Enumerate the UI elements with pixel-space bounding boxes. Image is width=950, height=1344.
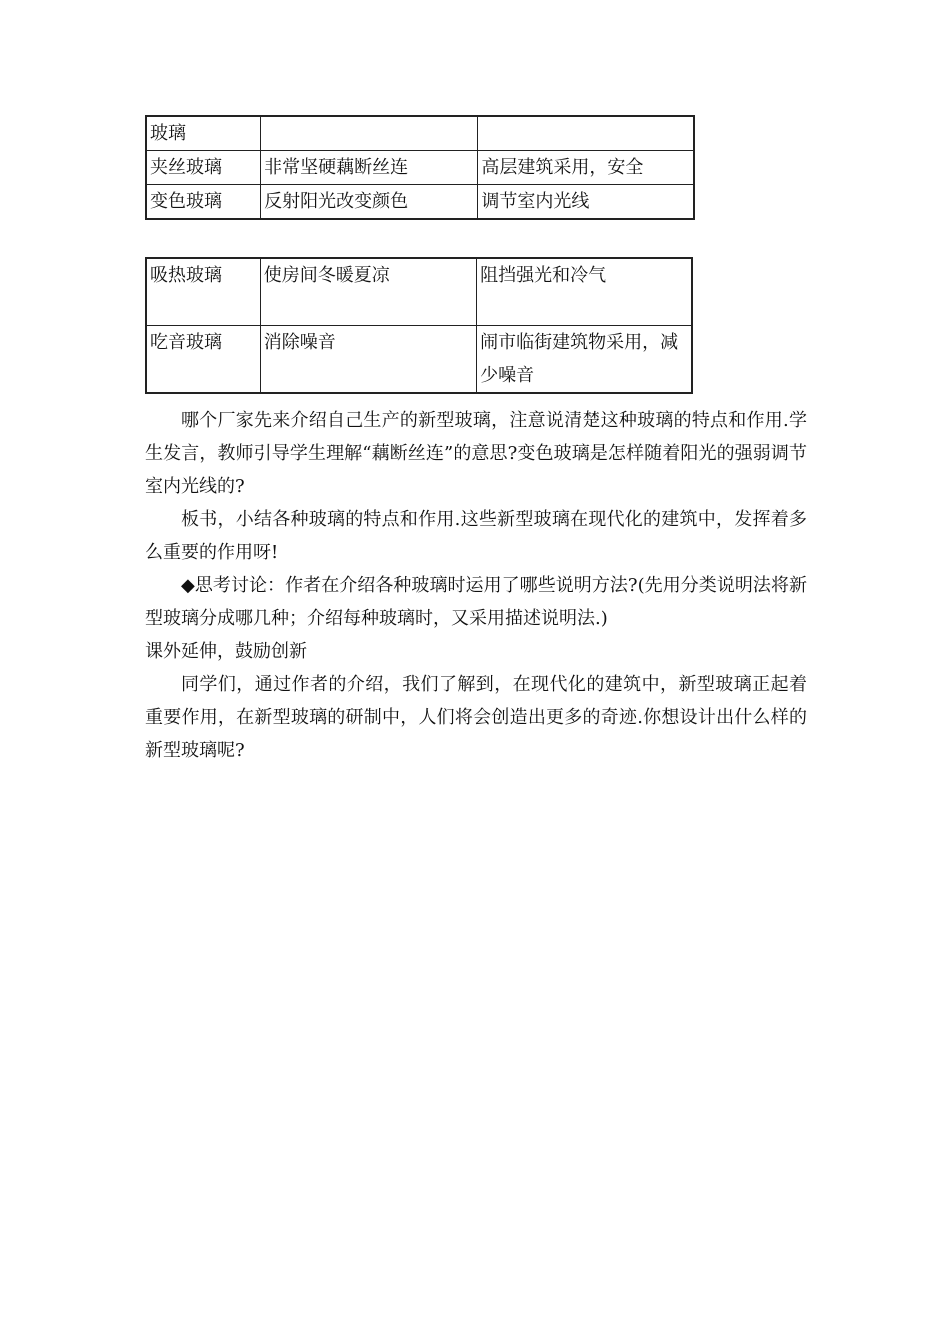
table-cell: 非常坚硬藕断丝连 [261, 151, 478, 185]
paragraph: 同学们，通过作者的介绍，我们了解到，在现代化的建筑中，新型玻璃正起着重要作用，在新型玻璃的研制中，人们将会创造出更多的奇迹.你想设计出什么样的新型玻璃呢? [145, 674, 807, 761]
table-row [146, 151, 694, 185]
glass-table-top [145, 115, 695, 220]
table-cell: 高层建筑采用，安全 [478, 151, 694, 185]
table-cell: 夹丝玻璃 [146, 151, 261, 185]
section-heading: 课外延伸，鼓励创新 [145, 641, 307, 662]
table-cell: 阻挡强光和冷气 [477, 258, 692, 326]
table-cell: 吃音玻璃 [146, 326, 260, 394]
table-cell: 吸热玻璃 [146, 258, 260, 326]
table-row [146, 326, 692, 394]
table-cell: 闹市临街建筑物采用，减少噪音 [477, 326, 692, 394]
table-cell: 玻璃 [146, 116, 261, 151]
table-cell [261, 116, 478, 151]
glass-table-bottom [145, 257, 693, 394]
table-row [146, 116, 694, 151]
paragraph: 哪个厂家先来介绍自己生产的新型玻璃，注意说清楚这种玻璃的特点和作用.学生发言，教师引导学生理解“藕断丝连”的意思?变色玻璃是怎样随着阳光的强弱调节室内光线的? [145, 410, 807, 497]
table-cell [478, 116, 694, 151]
table-cell: 变色玻璃 [146, 185, 261, 220]
table-cell: 使房间冬暖夏凉 [260, 258, 476, 326]
table-cell: 调节室内光线 [478, 185, 694, 220]
paragraph: 板书，小结各种玻璃的特点和作用.这些新型玻璃在现代化的建筑中，发挥着多么重要的作用呀! [145, 509, 807, 563]
table-cell: 反射阳光改变颜色 [261, 185, 478, 220]
paragraph: ◆思考讨论：作者在介绍各种玻璃时运用了哪些说明方法?(先用分类说明法将新型玻璃分成哪几种；介绍每种玻璃时，又采用描述说明法.) [145, 575, 807, 629]
table-row [146, 185, 694, 220]
table-row [146, 258, 692, 326]
table-cell: 消除噪音 [260, 326, 476, 394]
body-text [145, 404, 807, 767]
